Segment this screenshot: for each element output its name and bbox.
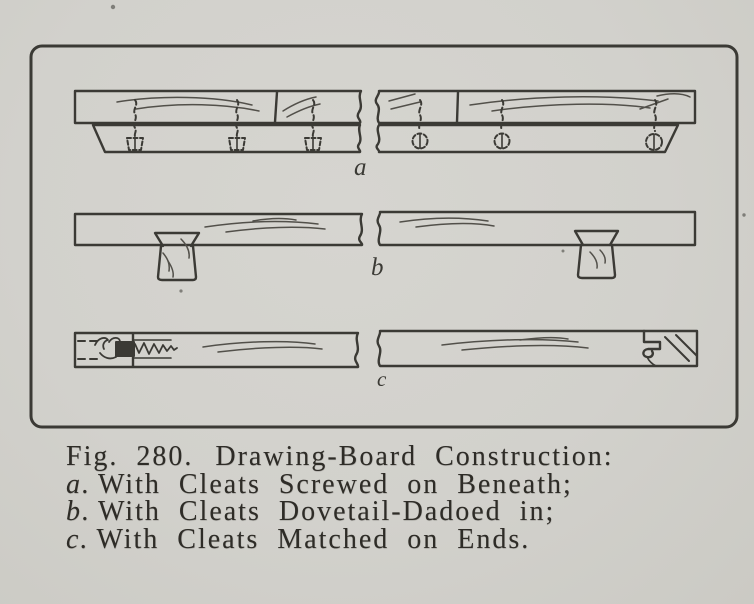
matched-end-detail bbox=[78, 338, 120, 359]
drawing-c-cleats-matched bbox=[75, 331, 697, 391]
drawing-c-label: c bbox=[377, 367, 387, 391]
figure-number: Fig. 280. bbox=[66, 441, 194, 472]
screw-drawing bbox=[116, 340, 177, 358]
caption-item-text: With Cleats Dovetail-Dadoed in; bbox=[98, 496, 556, 527]
dovetail-cleat bbox=[575, 231, 618, 278]
caption-item-text: With Cleats Matched on Ends. bbox=[96, 523, 531, 555]
board-a-right-joint-line bbox=[457, 92, 458, 122]
wood-grain-lines bbox=[203, 342, 322, 352]
caption-line-b bbox=[66, 498, 614, 526]
wood-grain-lines bbox=[117, 97, 320, 117]
drawing-a-label: a bbox=[354, 154, 367, 181]
caption-item-letter: c. bbox=[66, 523, 90, 555]
caption-title-line bbox=[66, 443, 614, 471]
figure-title: Drawing-Board Construction: bbox=[215, 441, 614, 472]
caption-line-a bbox=[66, 468, 614, 500]
drawing-b-cleats-dovetailed bbox=[75, 212, 695, 281]
wood-grain-lines bbox=[389, 94, 690, 111]
figure-caption bbox=[66, 443, 614, 553]
board-a-left-joint-line bbox=[275, 92, 277, 122]
caption-item-text: With Cleats Screwed on Beneath; bbox=[98, 468, 573, 500]
wood-grain-lines bbox=[400, 218, 494, 227]
dovetail-cleat bbox=[155, 233, 199, 280]
wood-grain-lines bbox=[442, 338, 588, 350]
drawing-b-label: b bbox=[371, 254, 384, 281]
caption-line-c bbox=[66, 523, 614, 555]
drawing-a-cleats-screwed bbox=[75, 91, 695, 181]
caption-item-letter: a. bbox=[66, 468, 91, 500]
board-b-right-outline bbox=[378, 212, 695, 245]
board-b-left-outline bbox=[75, 214, 362, 245]
caption-item-letter: b. bbox=[66, 496, 91, 527]
wood-grain-lines bbox=[205, 219, 325, 232]
matched-end-detail bbox=[643, 331, 697, 366]
board-a-left-outline bbox=[75, 91, 361, 123]
